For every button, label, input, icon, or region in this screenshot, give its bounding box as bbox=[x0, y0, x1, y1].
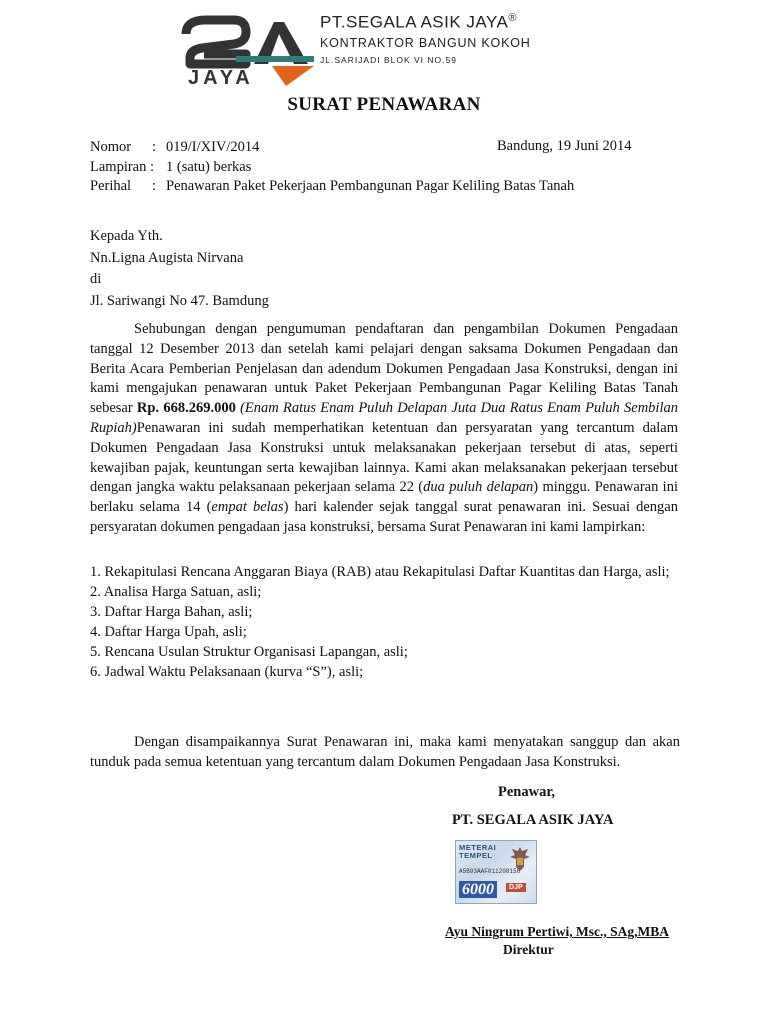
body-paragraph: Sehubungan dengan pengumuman pendaftaran dan pengambilan Dokumen Pengadaan tanggal 12 Desember 2013 dan setelah kami pelajari dengan saksama Dokumen Pengadaan dan Berita Acara Pemberian Penjelasan dan adendum Dokumen Pengadaan Jasa Konstruksi, dengan ini kami mengajukan penawaran untuk Paket Pekerjaan Pembangunan Pagar Keliling Batas Tanah sebesar Rp. 668.269.000 (Enam Ratus Enam Puluh Delapan Juta Dua Ratus Enam Puluh Sembilan Rupiah)Penawaran ini sudah memperhatikan ketentuan dan persyaratan yang tercantum dalam Dokumen Pengadaan Jasa Konstruksi untuk melaksanakan pekerjaan tersebut di atas, seperti kewajiban pajak, keuntungan serta kewajiban lainnya. Kami akan melaksanakan pekerjaan tersebut dengan jangka waktu pelaksanaan pekerjaan selama 22 (dua puluh delapan) minggu. Penawaran ini berlaku selama 14 (empat belas) hari kalender sejak tanggal surat penawaran ini. Sesuai dengan persyaratan dokumen pengadaan jasa konstruksi, bersama Surat Penawaran ini kami lampirkan: bbox=[90, 321, 678, 535]
revenue-stamp bbox=[455, 840, 537, 904]
company-logo-icon bbox=[176, 14, 316, 88]
company-tagline: KONTRAKTOR BANGUN KOKOH bbox=[320, 35, 531, 50]
recipient-name: Nn.Ligna Augista Nirvana bbox=[90, 249, 244, 266]
letter-title: SURAT PENAWARAN bbox=[287, 94, 481, 115]
list-item: 4. Daftar Harga Upah, asli; bbox=[90, 624, 247, 640]
recipient-address: Jl. Sariwangi No 47. Bamdung bbox=[90, 292, 269, 309]
list-item: 2. Analisa Harga Satuan, asli; bbox=[90, 584, 262, 600]
list-item: 6. Jadwal Waktu Pelaksanaan (kurva “S”), asli; bbox=[90, 664, 364, 680]
validity-words: empat belas bbox=[211, 499, 284, 516]
offer-amount-words: (Enam Ratus Enam Puluh Delapan Juta Dua Ratus Enam Puluh Sembilan Rupiah) bbox=[90, 400, 678, 436]
nomor-value: 019/I/XIV/2014 bbox=[166, 139, 260, 155]
stamp-value: 6000 bbox=[459, 881, 497, 898]
letter-date: Bandung, 19 Juni 2014 bbox=[497, 138, 632, 154]
duration-words: dua puluh delapan bbox=[423, 479, 534, 496]
registered-mark: ® bbox=[508, 12, 518, 24]
offer-amount: Rp. 668.269.000 bbox=[136, 400, 236, 417]
penawar-label: Penawar, bbox=[498, 784, 556, 800]
attachment-list bbox=[90, 562, 680, 682]
list-item: 1. Rekapitulasi Rencana Anggaran Biaya (RAB) atau Rekapitulasi Daftar Kuantitas dan Harga, asli; bbox=[90, 564, 670, 580]
meta-nomor: Nomor : 019/I/XIV/2014 bbox=[90, 138, 574, 158]
letterhead bbox=[170, 10, 610, 90]
signer-company: PT. SEGALA ASIK JAYA bbox=[452, 812, 614, 828]
letter-body bbox=[90, 320, 678, 538]
list-item: 5. Rencana Usulan Struktur Organisasi Lapangan, asli; bbox=[90, 644, 408, 660]
stamp-title: METERAI TEMPEL bbox=[459, 843, 497, 860]
closing-paragraph: Dengan disampaikannya Surat Penawaran ini, maka kami menyatakan sanggup dan akan tunduk pada semua ketentuan yang tercantum dalam Dokumen Pengadaan Jasa Konstruksi. bbox=[90, 734, 680, 770]
recipient-block bbox=[90, 226, 269, 312]
signer-position: Direktur bbox=[503, 942, 554, 957]
meta-perihal: Perihal : Penawaran Paket Pekerjaan Pembangunan Pagar Keliling Batas Tanah bbox=[90, 177, 574, 197]
recipient-greeting: Kepada Yth. bbox=[90, 228, 163, 244]
list-item: 3. Daftar Harga Bahan, asli; bbox=[90, 604, 253, 620]
lampiran-value: 1 (satu) berkas bbox=[166, 158, 252, 175]
stamp-issuer: DJP bbox=[506, 883, 526, 892]
company-block bbox=[320, 12, 531, 65]
company-name: PT.SEGALA ASIK JAYA® bbox=[320, 12, 518, 32]
company-address: JL.SARIJADI BLOK VI NO.59 bbox=[320, 54, 457, 65]
meta-lampiran: Lampiran : 1 (satu) berkas bbox=[90, 158, 574, 178]
signer-name: Ayu Ningrum Pertiwi, Msc., SAg,MBA bbox=[445, 924, 669, 939]
stamp-serial: A5B93AAF011208156 bbox=[459, 868, 521, 875]
recipient-di: di bbox=[90, 271, 102, 287]
logo-text: JAYA bbox=[188, 67, 254, 88]
perihal-value: Penawaran Paket Pekerjaan Pembangunan Pagar Keliling Batas Tanah bbox=[166, 178, 575, 194]
